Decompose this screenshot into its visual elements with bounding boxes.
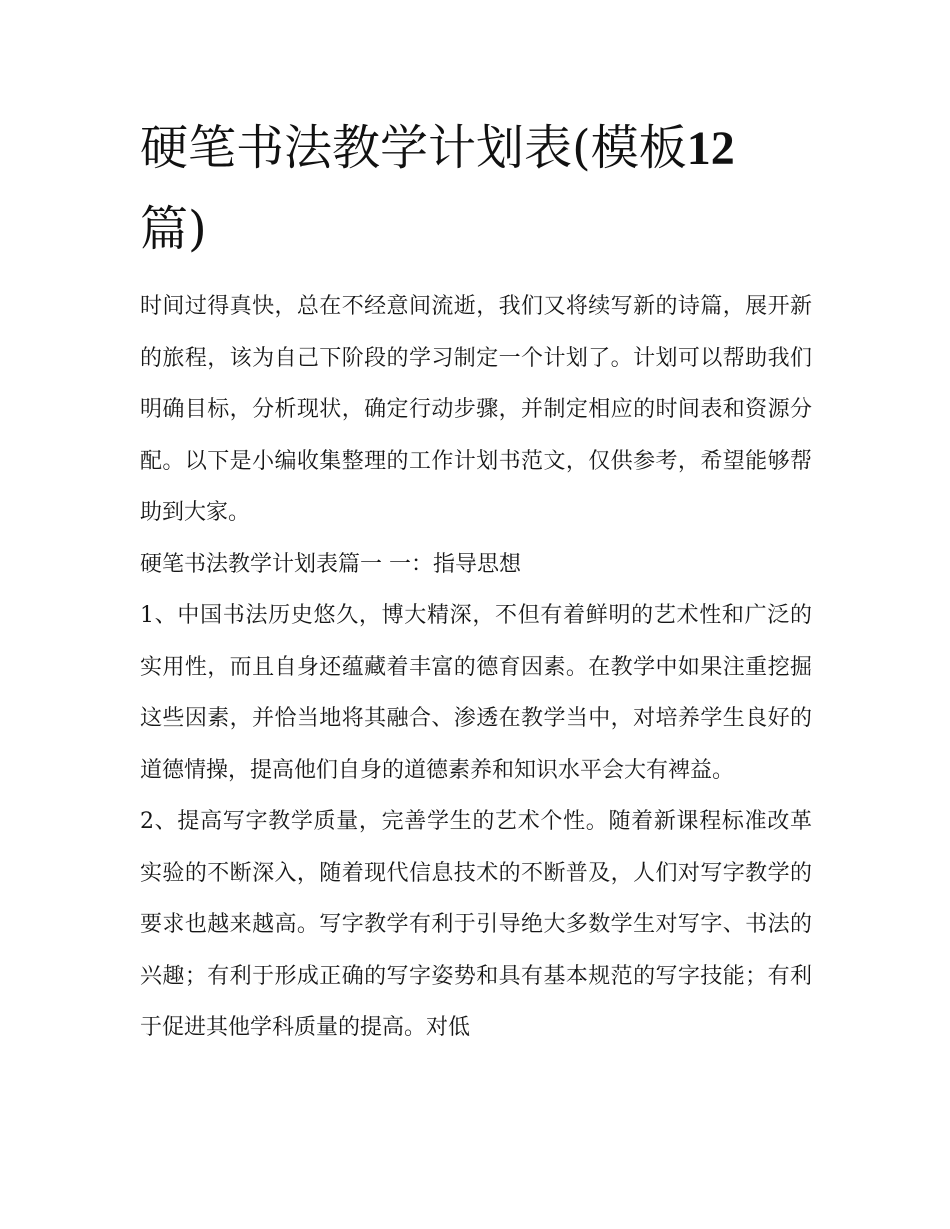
document-body	[140, 281, 812, 1054]
document-content	[140, 108, 812, 1054]
document-title	[140, 108, 812, 269]
title-number: 12	[686, 122, 735, 175]
title-text: 硬笔书法教学计划表(模板	[140, 120, 687, 176]
numbered-paragraph-1: 1、中国书法历史悠久，博大精深，不但有着鲜明的艺术性和广泛的实用性，而且自身还蕴藏着丰富的德育因素。在教学中如果注重挖掘这些因素，并恰当地将其融合、渗透在教学当中，对培养学生良好的道德情操，提高他们自身的道德素养和知识水平会大有裨益。	[140, 603, 812, 783]
title-text-end: 篇)	[140, 201, 207, 257]
section-heading: 硬笔书法教学计划表篇一 一：指导思想	[140, 551, 521, 577]
intro-paragraph: 时间过得真快，总在不经意间流逝，我们又将续写新的诗篇，展开新的旅程，该为自己下阶段的学习制定一个计划了。计划可以帮助我们明确目标，分析现状，确定行动步骤，并制定相应的时间表和资源分配。以下是小编收集整理的工作计划书范文，仅供参考，希望能够帮助到大家。	[140, 294, 812, 525]
numbered-paragraph-2: 2、提高写字教学质量，完善学生的艺术个性。随着新课程标准改革实验的不断深入，随着现代信息技术的不断普及，人们对写字教学的要求也越来越高。写字教学有利于引导绝大多数学生对写字、书法的兴趣；有利于形成正确的写字姿势和具有基本规范的写字技能；有利于促进其他学科质量的提高。对低	[140, 809, 812, 1040]
